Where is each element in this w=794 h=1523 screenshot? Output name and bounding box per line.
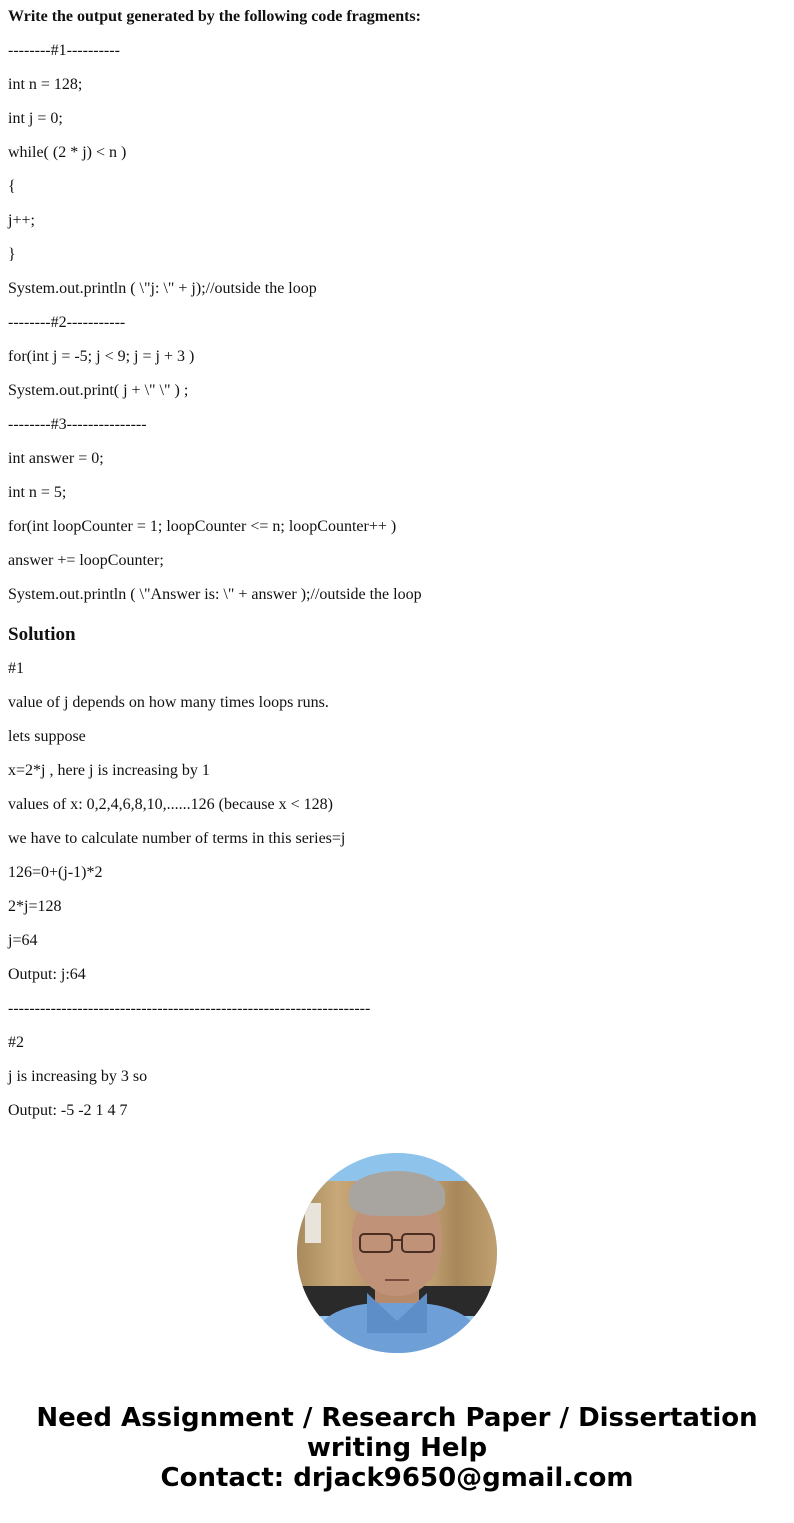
author-photo <box>297 1153 497 1353</box>
photo-hair <box>349 1171 445 1216</box>
section-divider-3: --------#3--------------- <box>8 416 147 433</box>
photo-wall-switch <box>305 1203 321 1243</box>
code-line: System.out.println ( \"j: \" + j);//outside the loop <box>8 280 317 297</box>
photo-mouth <box>385 1279 409 1281</box>
solution-line: #2 <box>8 1034 24 1051</box>
promo-line-2: writing Help <box>306 1433 488 1463</box>
code-line: for(int loopCounter = 1; loopCounter <= n; loopCounter++ ) <box>8 518 397 535</box>
solution-line: values of x: 0,2,4,6,8,10,......126 (because x < 128) <box>8 796 333 813</box>
code-line: for(int j = -5; j < 9; j = j + 3 ) <box>8 348 195 365</box>
solution-line: j is increasing by 3 so <box>8 1068 148 1085</box>
code-line: } <box>8 246 16 263</box>
code-line: System.out.println ( \"Answer is: \" + answer );//outside the loop <box>8 586 422 603</box>
solution-line: 126=0+(j-1)*2 <box>8 864 103 881</box>
promo-banner <box>0 1403 794 1493</box>
section-divider-1: --------#1---------- <box>8 42 120 59</box>
code-line: int n = 128; <box>8 76 83 93</box>
code-line: int answer = 0; <box>8 450 104 467</box>
solution-line: Output: -5 -2 1 4 7 <box>8 1102 128 1119</box>
question-title: Write the output generated by the following code fragments: <box>8 8 421 25</box>
promo-contact: Contact: drjack9650@gmail.com <box>160 1463 634 1493</box>
solution-line: x=2*j , here j is increasing by 1 <box>8 762 210 779</box>
glasses-bridge <box>392 1239 402 1241</box>
promo-line-1: Need Assignment / Research Paper / Dissertation <box>36 1403 758 1433</box>
solution-line: j=64 <box>8 932 38 949</box>
code-line: System.out.print( j + \" \" ) ; <box>8 382 189 399</box>
glasses-icon <box>401 1233 435 1253</box>
solution-line: #1 <box>8 660 24 677</box>
section-divider-2: --------#2----------- <box>8 314 126 331</box>
solution-heading: Solution <box>8 624 76 645</box>
glasses-icon <box>359 1233 393 1253</box>
code-line: { <box>8 178 16 195</box>
code-line: answer += loopCounter; <box>8 552 164 569</box>
solution-divider: -------------------------------------------------------------------- <box>8 1000 371 1017</box>
solution-line: 2*j=128 <box>8 898 62 915</box>
solution-line: Output: j:64 <box>8 966 86 983</box>
solution-line: we have to calculate number of terms in this series=j <box>8 830 346 847</box>
code-line: while( (2 * j) < n ) <box>8 144 127 161</box>
code-line: int n = 5; <box>8 484 67 501</box>
code-line: j++; <box>8 212 35 229</box>
code-line: int j = 0; <box>8 110 63 127</box>
solution-line: value of j depends on how many times loops runs. <box>8 694 329 711</box>
solution-line: lets suppose <box>8 728 86 745</box>
